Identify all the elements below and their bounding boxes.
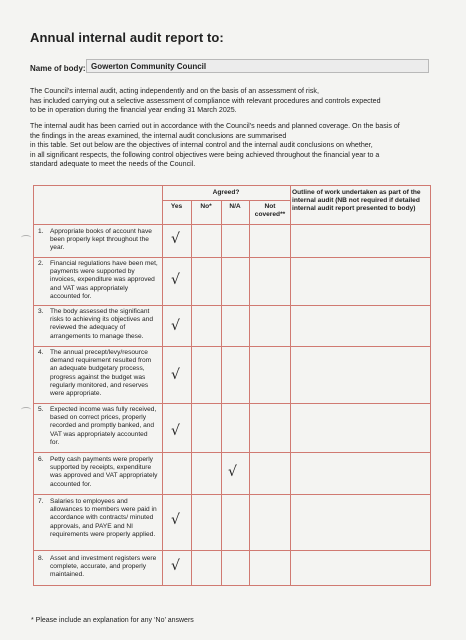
table-divider xyxy=(34,257,430,258)
check-mark-icon: √ xyxy=(171,558,180,574)
row-number: 1. xyxy=(38,228,44,235)
scope-paragraph: The internal audit has been carried out in accordance with the Council’s needs and planned coverage. On the basis of the findings in the areas examined, the internal audit conclusions are summarised in this table. Set out below are the objectives of internal control and the internal audit conclusions on whether, in all significant respects, the following control objectives were being achieved throughout the financial year to a standard adequate to meet the needs of the Council. xyxy=(30,122,400,169)
table-divider xyxy=(34,494,430,495)
audit-table xyxy=(33,185,431,586)
name-of-body-label: Name of body: xyxy=(30,64,86,73)
table-divider xyxy=(162,200,291,201)
name-of-body-field[interactable]: Gowerton Community Council xyxy=(86,59,429,73)
row-number: 6. xyxy=(38,456,44,463)
column-header-not-covered: Not covered** xyxy=(254,203,286,218)
row-objective: Salaries to employees and allowances to members were paid in accordance with contracts/ minuted approvals, and PAYE and NI requirements were properly applied. xyxy=(50,498,157,538)
table-divider xyxy=(34,452,430,453)
table-divider xyxy=(290,186,291,585)
outline-of-work-header: Outline of work undertaken as part of the internal audit (NB not required if detailed internal audit report presented to body) xyxy=(292,189,421,212)
intro-paragraph: The Council’s internal audit, acting independently and on the basis of an assessment of risk, has included carrying out a selective assessment of compliance with relevant procedures and controls expected to be in operation during the financial year ending 31 March 2025. xyxy=(30,87,381,115)
row-number: 4. xyxy=(38,349,44,356)
row-objective: The body assessed the significant risks to achieving its objectives and reviewed the adequacy of arrangements to manage these. xyxy=(50,308,153,340)
table-divider xyxy=(162,186,163,585)
row-objective: Appropriate books of account have been properly kept throughout the year. xyxy=(50,228,152,252)
row-number: 7. xyxy=(38,498,44,505)
footnote: * Please include an explanation for any ‘No’ answers xyxy=(31,617,194,624)
row-number: 3. xyxy=(38,308,44,315)
check-mark-icon: √ xyxy=(171,318,180,334)
table-divider xyxy=(34,305,430,306)
punch-hole-mark xyxy=(21,407,31,412)
row-objective: Petty cash payments were properly supported by receipts, expenditure was approved and VAT appropriately accounted for. xyxy=(50,456,158,488)
column-header-na: N/A xyxy=(229,203,241,210)
row-objective: The annual precept/levy/resource demand requirement resulted from an adequate budgetary process, progress against the budget was regularly monitored, and reserves were appropriate. xyxy=(50,349,152,398)
table-divider xyxy=(34,224,430,225)
agreed-header: Agreed? xyxy=(212,189,240,196)
page-title: Annual internal audit report to: xyxy=(30,30,224,45)
check-mark-icon: √ xyxy=(171,231,180,247)
check-mark-icon: √ xyxy=(228,464,237,480)
punch-hole-mark xyxy=(21,235,31,240)
check-mark-icon: √ xyxy=(171,272,180,288)
check-mark-icon: √ xyxy=(171,423,180,439)
row-objective: Financial regulations have been met, payments were supported by invoices, expenditure was approved and VAT was appropriately accounted for. xyxy=(50,260,158,300)
table-divider xyxy=(34,346,430,347)
row-number: 2. xyxy=(38,260,44,267)
table-divider xyxy=(34,550,430,551)
check-mark-icon: √ xyxy=(171,512,180,528)
row-objective: Asset and investment registers were complete, accurate, and properly maintained. xyxy=(50,555,157,579)
row-number: 8. xyxy=(38,555,44,562)
row-number: 5. xyxy=(38,406,44,413)
column-header-no: No* xyxy=(200,203,212,210)
check-mark-icon: √ xyxy=(171,367,180,383)
row-objective: Expected income was fully received, based on correct prices, properly recorded and promptly banked, and VAT was appropriately accounted for. xyxy=(50,406,157,446)
column-header-yes: Yes xyxy=(170,203,183,210)
table-divider xyxy=(34,403,430,404)
